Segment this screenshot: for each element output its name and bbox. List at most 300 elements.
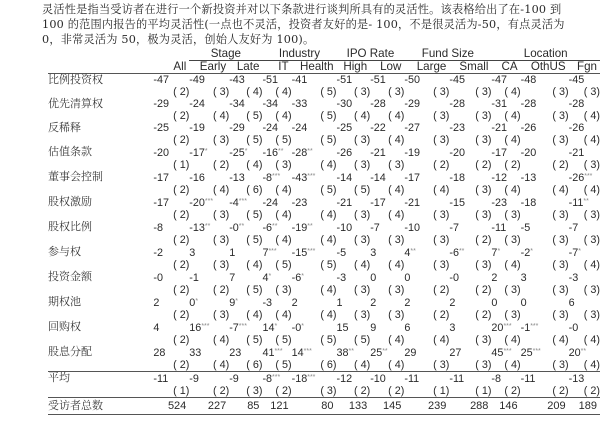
- value-text: -25: [336, 122, 353, 134]
- cell-value: [153, 398, 189, 415]
- cell-value: [449, 74, 491, 87]
- cell-value: [569, 122, 600, 134]
- cell-standard-error: ( 2): [173, 134, 190, 146]
- value-text: 38: [336, 347, 349, 359]
- value-text: 2: [291, 296, 298, 309]
- cell-value: [370, 271, 404, 284]
- cell-standard-error: ( 2): [173, 86, 190, 98]
- cell-standard-error: ( 5): [275, 259, 292, 271]
- value-text: -24: [262, 196, 279, 209]
- significance-stars: *: [195, 298, 199, 305]
- cell-value: [262, 196, 291, 209]
- cell-standard-error: ( 5): [320, 134, 337, 146]
- value-text: -25: [153, 122, 170, 134]
- row-label: 估值条款: [48, 145, 92, 158]
- significance-stars: ***: [503, 323, 512, 330]
- cell-value: [337, 296, 371, 309]
- table-row: [48, 246, 600, 259]
- value-text: -24: [291, 122, 308, 134]
- table-row-se: [48, 334, 600, 346]
- cell-standard-error: ( 5): [246, 209, 263, 221]
- cell-standard-error: ( 2): [173, 309, 190, 321]
- value-text: 7: [229, 271, 236, 284]
- cell-value: [229, 221, 262, 234]
- cell-value: [569, 74, 600, 87]
- value-text: -17: [370, 196, 386, 209]
- cell-value: [404, 98, 449, 110]
- value-text: -43: [291, 172, 308, 184]
- table-row: [48, 122, 600, 134]
- value-text: -17: [189, 147, 205, 159]
- intro-line-2: 100 的范围内报告的平均灵活性(一点也不灵活，投资者友好的是- 100，不是很灵活为-50，有点灵活为: [42, 18, 565, 31]
- value-text: -0: [153, 271, 164, 284]
- cell-value: [337, 321, 371, 334]
- cell-value: [337, 146, 371, 159]
- cell-value: [292, 296, 337, 309]
- value-text: -11: [404, 372, 420, 385]
- cell-standard-error: ( 3): [353, 159, 371, 171]
- table-row-se: [48, 86, 600, 98]
- value-text: -19: [404, 146, 420, 159]
- value-text: -34: [229, 98, 245, 110]
- cell-standard-error: ( 3): [433, 234, 450, 246]
- value-text: -29: [404, 98, 420, 110]
- cell-value: [370, 74, 404, 87]
- cell-standard-error: ( 1): [475, 385, 492, 397]
- cell-value: [189, 271, 229, 284]
- cell-standard-error: ( 2): [353, 385, 371, 397]
- cell-value: [569, 146, 600, 159]
- value-text: 239: [427, 400, 447, 412]
- cell-value: [262, 221, 291, 234]
- value-text: 6: [404, 321, 411, 334]
- cell-standard-error: ( 4): [353, 110, 371, 122]
- cell-value: [569, 171, 600, 184]
- value-text: 45: [491, 347, 504, 359]
- cell-standard-error: ( 4): [388, 359, 405, 371]
- cell-standard-error: ( 3): [353, 284, 371, 296]
- cell-value: [292, 122, 337, 134]
- significance-stars: ***: [272, 374, 281, 381]
- cell-value: [569, 246, 600, 259]
- cell-value: [521, 398, 569, 415]
- cell-standard-error: ( 3): [212, 209, 230, 221]
- value-text: -11: [568, 197, 584, 209]
- table-row: [48, 98, 600, 110]
- cell-value: [189, 221, 229, 234]
- value-text: 0: [370, 271, 377, 284]
- value-text: -8: [262, 172, 273, 184]
- cell-standard-error: ( 3): [388, 159, 405, 171]
- value-text: -10: [336, 221, 353, 234]
- column-header-fgn: Fgn: [569, 61, 600, 74]
- intro-line-1: 灵活性是指当受访者在进行一个新投资并对以下条款进行谈判所具有的灵活性。该表格给出了在-100 到: [42, 3, 562, 16]
- cell-standard-error: ( 2): [275, 385, 292, 397]
- cell-standard-error: ( 2): [173, 334, 190, 346]
- cell-standard-error: ( 2): [583, 385, 600, 397]
- value-text: -11: [520, 372, 536, 385]
- cell-value: [370, 372, 404, 386]
- value-text: -23: [491, 196, 508, 209]
- cell-standard-error: ( 4): [504, 359, 521, 371]
- value-text: -26: [568, 172, 585, 184]
- cell-standard-error: ( 5): [275, 134, 292, 146]
- cell-value: [229, 398, 262, 415]
- cell-standard-error: ( 3): [433, 110, 450, 122]
- cell-standard-error: ( 4): [504, 134, 521, 146]
- value-text: 25: [520, 347, 533, 359]
- cell-standard-error: ( 3): [433, 86, 450, 98]
- table-row-se: [48, 134, 600, 146]
- cell-value: [229, 74, 262, 87]
- group-header-row: [48, 48, 600, 61]
- cell-standard-error: ( 4): [246, 159, 263, 171]
- cell-value: [370, 246, 404, 259]
- value-text: -25: [229, 147, 245, 159]
- cell-value: [337, 98, 371, 110]
- value-text: -6: [449, 247, 459, 259]
- cell-value: [262, 171, 291, 184]
- cell-standard-error: ( 2): [173, 184, 190, 196]
- cell-value: [292, 74, 337, 87]
- value-text: -0: [568, 321, 579, 334]
- value-text: -24: [189, 98, 205, 110]
- cell-standard-error: ( 4): [504, 184, 521, 196]
- value-text: -29: [153, 98, 170, 110]
- cell-value: [569, 98, 600, 110]
- cell-value: [153, 296, 189, 309]
- cell-standard-error: ( 3): [552, 284, 569, 296]
- value-text: -15: [449, 196, 465, 209]
- significance-stars: ***: [503, 348, 512, 355]
- value-text: -16: [189, 171, 205, 184]
- value-text: -7: [449, 221, 459, 234]
- cell-standard-error: ( 4): [275, 184, 292, 196]
- value-text: 2: [370, 296, 377, 309]
- cell-standard-error: ( 2): [212, 385, 230, 397]
- cell-value: [404, 398, 449, 415]
- significance-stars: ***: [307, 173, 316, 180]
- value-text: 0: [189, 297, 196, 309]
- cell-value: [370, 398, 404, 415]
- value-text: -3: [568, 271, 579, 284]
- cell-standard-error: ( 3): [275, 159, 292, 171]
- cell-standard-error: ( 4): [504, 110, 521, 122]
- value-text: 85: [247, 400, 260, 412]
- cell-value: [292, 372, 337, 386]
- cell-standard-error: ( 4): [275, 309, 292, 321]
- cell-standard-error: ( 2): [433, 159, 450, 171]
- cell-value: [569, 346, 600, 359]
- table-row: [48, 321, 600, 334]
- value-text: -0: [449, 271, 459, 284]
- value-text: 3: [189, 246, 196, 259]
- row-label: 股权比例: [48, 220, 92, 233]
- column-header-row: [48, 61, 600, 74]
- cell-standard-error: ( 2): [552, 385, 569, 397]
- cell-value: [491, 296, 520, 309]
- cell-value: [569, 271, 600, 284]
- cell-standard-error: ( 3): [212, 234, 230, 246]
- cell-standard-error: ( 3): [504, 209, 521, 221]
- value-text: -21: [491, 122, 508, 134]
- column-header-late: Late: [229, 61, 262, 74]
- cell-standard-error: ( 2): [475, 284, 492, 296]
- cell-standard-error: ( 4): [433, 184, 450, 196]
- cell-standard-error: ( 3): [475, 259, 492, 271]
- cell-value: [491, 171, 520, 184]
- cell-standard-error: ( 3): [353, 209, 371, 221]
- cell-value: [337, 196, 371, 209]
- value-text: -28: [520, 98, 537, 110]
- table-row-se: [48, 284, 600, 296]
- value-text: 6: [568, 296, 575, 309]
- cell-standard-error: ( 2): [388, 385, 405, 397]
- cell-value: [153, 171, 189, 184]
- value-text: -51: [336, 74, 353, 86]
- cell-standard-error: ( 2): [173, 359, 190, 371]
- value-text: -47: [491, 74, 508, 86]
- cell-value: [337, 246, 371, 259]
- column-header-all: All: [153, 61, 189, 74]
- significance-stars: **: [580, 348, 587, 355]
- cell-value: [229, 346, 262, 359]
- cell-standard-error: ( 1): [173, 159, 190, 171]
- cell-value: [337, 74, 371, 87]
- cell-value: [404, 122, 449, 134]
- cell-standard-error: ( 5): [320, 259, 337, 271]
- value-text: -9: [189, 372, 199, 385]
- cell-standard-error: ( 3): [353, 309, 371, 321]
- cell-value: [229, 196, 262, 209]
- cell-standard-error: ( 6): [246, 184, 263, 196]
- cell-value: [521, 372, 569, 386]
- cell-standard-error: ( 2): [173, 110, 190, 122]
- cell-value: [153, 122, 189, 134]
- cell-value: [569, 221, 600, 234]
- value-text: -7: [229, 322, 239, 334]
- table-body: [48, 74, 600, 415]
- cell-standard-error: ( 3): [275, 284, 292, 296]
- cell-standard-error: ( 3): [552, 209, 569, 221]
- cell-standard-error: ( 3): [320, 385, 337, 397]
- row-label: 受访者总数: [48, 398, 153, 415]
- cell-standard-error: ( 3): [388, 309, 405, 321]
- cell-standard-error: ( 2): [552, 159, 569, 171]
- significance-stars: *: [497, 248, 501, 255]
- cell-value: [449, 146, 491, 159]
- significance-stars: **: [307, 148, 313, 155]
- significance-stars: ***: [201, 323, 210, 330]
- cell-value: [262, 296, 291, 309]
- cell-value: [404, 296, 449, 309]
- cell-value: [229, 146, 262, 159]
- cell-standard-error: ( 3): [583, 86, 600, 98]
- value-text: -47: [153, 74, 170, 86]
- cell-standard-error: ( 4): [353, 359, 371, 371]
- cell-value: [521, 74, 569, 87]
- significance-stars: *: [578, 248, 581, 255]
- row-label: 股息分配: [48, 345, 92, 358]
- significance-stars: **: [348, 348, 354, 355]
- value-text: 41: [262, 347, 275, 359]
- cell-value: [189, 171, 229, 184]
- table-row-se: [48, 234, 600, 246]
- significance-stars: *: [268, 273, 272, 280]
- cell-standard-error: ( 5): [320, 184, 337, 196]
- value-text: -20: [449, 146, 465, 159]
- cell-standard-error: ( 4): [504, 86, 521, 98]
- cell-standard-error: ( 4): [504, 259, 521, 271]
- cell-standard-error: ( 2): [212, 284, 230, 296]
- cell-standard-error: ( 4): [246, 259, 263, 271]
- value-text: 23: [229, 346, 242, 359]
- value-text: -10: [370, 372, 386, 385]
- column-header-health: Health: [292, 61, 337, 74]
- cell-standard-error: ( 5): [320, 110, 337, 122]
- value-text: -45: [449, 74, 465, 86]
- cell-value: [229, 296, 262, 309]
- cell-value: [370, 346, 404, 359]
- value-text: 4: [153, 321, 160, 334]
- cell-standard-error: ( 3): [353, 86, 371, 98]
- cell-standard-error: ( 4): [552, 334, 569, 346]
- cell-standard-error: ( 6): [246, 359, 263, 371]
- value-text: -6: [262, 222, 273, 234]
- table-row-se: [48, 309, 600, 321]
- cell-standard-error: ( 2): [212, 159, 230, 171]
- significance-stars: ***: [532, 348, 541, 355]
- table-row: [48, 346, 600, 359]
- cell-standard-error: ( 4): [583, 110, 600, 122]
- cell-standard-error: ( 3): [433, 359, 450, 371]
- value-text: 209: [547, 400, 566, 412]
- value-text: -12: [336, 372, 353, 385]
- cell-value: [292, 271, 337, 284]
- cell-standard-error: ( 3): [475, 110, 492, 122]
- cell-value: [449, 346, 491, 359]
- value-text: -17: [404, 171, 420, 184]
- cell-value: [521, 98, 569, 110]
- cell-value: [153, 372, 189, 386]
- value-text: -28: [370, 98, 386, 110]
- cell-standard-error: ( 3): [433, 134, 450, 146]
- value-text: -16: [262, 147, 279, 159]
- cell-standard-error: ( 4): [320, 284, 337, 296]
- cell-standard-error: ( 3): [552, 86, 569, 98]
- cell-standard-error: ( 4): [552, 184, 569, 196]
- row-label: 期权池: [48, 295, 81, 308]
- cell-value: [521, 146, 569, 159]
- cell-standard-error: ( 3): [212, 259, 230, 271]
- cell-value: [292, 221, 337, 234]
- cell-value: [189, 246, 229, 259]
- cell-standard-error: ( 3): [552, 134, 569, 146]
- cell-standard-error: ( 3): [212, 309, 230, 321]
- group-industry: Industry: [262, 48, 336, 61]
- cell-standard-error: ( 4): [275, 209, 292, 221]
- value-text: -2: [153, 246, 164, 259]
- cell-standard-error: ( 4): [212, 334, 230, 346]
- cell-standard-error: ( 3): [552, 110, 569, 122]
- value-text: -20: [189, 197, 205, 209]
- cell-value: [292, 321, 337, 334]
- cell-value: [449, 246, 491, 259]
- value-text: -17: [153, 196, 170, 209]
- cell-standard-error: ( 2): [173, 284, 190, 296]
- cell-standard-error: ( 4): [320, 209, 337, 221]
- cell-value: [569, 398, 600, 415]
- value-text: -31: [491, 98, 508, 110]
- value-text: -4: [229, 197, 239, 209]
- cell-standard-error: ( 3): [583, 209, 600, 221]
- significance-stars: **: [204, 223, 211, 230]
- value-text: -13: [520, 171, 537, 184]
- cell-value: [569, 321, 600, 334]
- cell-standard-error: ( 3): [475, 334, 492, 346]
- significance-stars: *: [235, 298, 238, 305]
- cell-standard-error: ( 2): [504, 385, 521, 397]
- value-text: -0: [229, 222, 239, 234]
- significance-stars: *: [530, 248, 533, 255]
- value-text: -17: [491, 146, 508, 159]
- value-text: -14: [336, 171, 353, 184]
- value-text: -29: [229, 122, 245, 134]
- significance-stars: ***: [272, 173, 281, 180]
- value-text: -33: [291, 98, 308, 110]
- cell-value: [521, 171, 569, 184]
- significance-stars: *: [301, 273, 304, 280]
- cell-value: [491, 398, 520, 415]
- row-label: 董事会控制: [48, 170, 103, 183]
- value-text: 29: [404, 346, 417, 359]
- value-text: 2: [491, 271, 498, 284]
- value-text: -1: [520, 322, 531, 334]
- cell-value: [189, 372, 229, 386]
- cell-standard-error: ( 5): [246, 134, 263, 146]
- significance-stars: **: [238, 223, 245, 230]
- significance-stars: **: [583, 198, 589, 205]
- row-label: 投资金额: [48, 270, 92, 283]
- cell-value: [153, 221, 189, 234]
- group-ipo-rate: IPO Rate: [337, 48, 405, 61]
- cell-value: [229, 171, 262, 184]
- cell-standard-error: ( 5): [275, 334, 292, 346]
- cell-value: [404, 271, 449, 284]
- cell-value: [569, 372, 600, 386]
- cell-value: [292, 246, 337, 259]
- cell-standard-error: ( 4): [388, 259, 405, 271]
- value-text: 133: [348, 400, 368, 412]
- cell-value: [521, 346, 569, 359]
- cell-standard-error: ( 4): [433, 334, 450, 346]
- cell-standard-error: ( 4): [504, 334, 521, 346]
- value-text: -3: [262, 296, 273, 309]
- cell-value: [491, 74, 520, 87]
- value-text: 145: [383, 400, 402, 412]
- table-row-se: [48, 159, 600, 171]
- value-text: 14: [291, 347, 304, 359]
- cell-value: [521, 246, 569, 259]
- cell-value: [404, 246, 449, 259]
- cell-value: [262, 398, 291, 415]
- cell-standard-error: ( 3): [583, 234, 600, 246]
- value-text: -0: [291, 322, 302, 334]
- value-text: 0: [491, 296, 498, 309]
- cell-standard-error: ( 3): [583, 309, 600, 321]
- value-text: 15: [336, 321, 349, 334]
- cell-value: [521, 296, 569, 309]
